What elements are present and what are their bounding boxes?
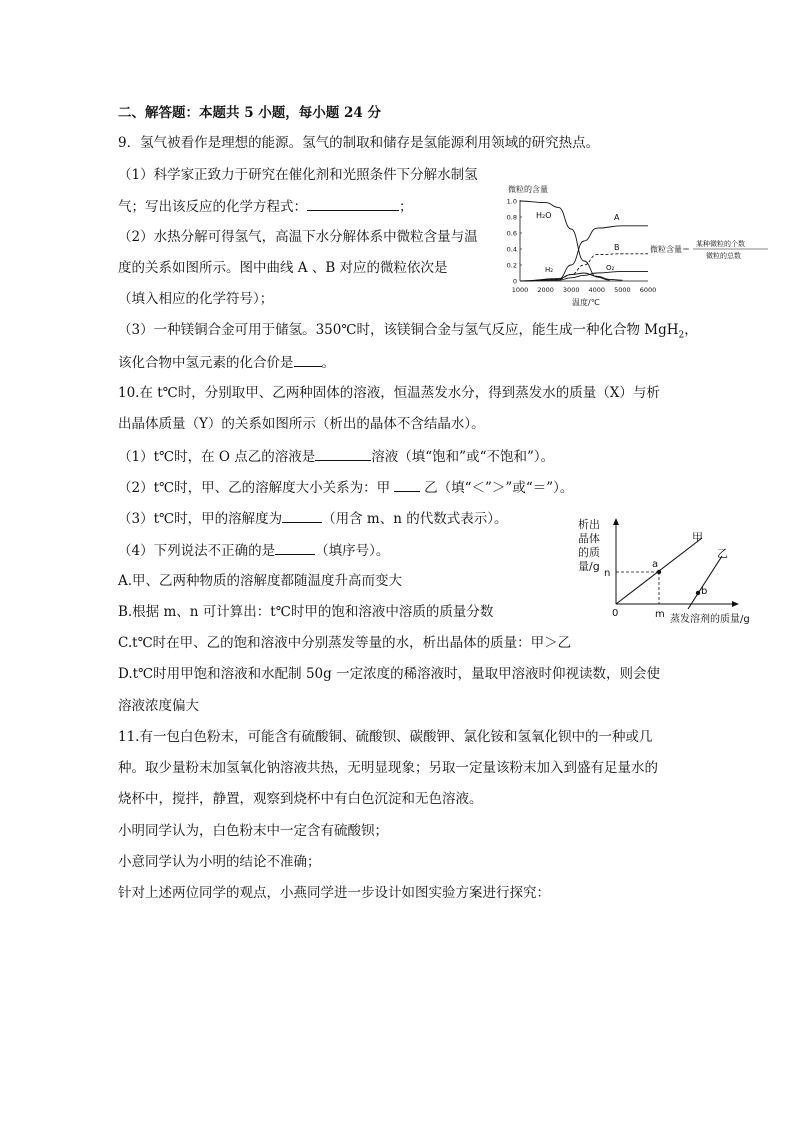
particle-content-chart (500, 180, 780, 310)
chart9-label-h2: H₂ (545, 266, 554, 274)
chart9-xtick: 6000 (639, 286, 657, 294)
q9-part3-line2: 该化合物中氢元素的化合价是 。 (118, 355, 335, 371)
chart9-ytick: 0.2 (506, 261, 517, 270)
q10-option-d-line1: D.t℃时用甲饱和溶液和水配制 50g 一定浓度的稀溶液时，量取甲溶液时仰视读数，则会使 (118, 666, 661, 682)
q10-part4: （4）下列说法不正确的是 （填序号）。 (118, 543, 390, 559)
chart9-series-line (520, 254, 648, 281)
q10-part2: （2）t℃时，甲、乙的溶解度大小关系为：甲 乙（填“＜”＞”或“＝”）。 (118, 480, 574, 496)
chart9-label-h2o: H₂O (536, 211, 552, 220)
answer-blank[interactable] (315, 447, 371, 461)
answer-blank[interactable] (394, 478, 420, 492)
chart10-ylabel-4: 量/g (578, 560, 600, 573)
chart10-origin: 0 (612, 608, 619, 619)
answer-blank[interactable] (294, 353, 322, 367)
q9-part1-line1: （1）科学家正致力于研究在催化剂和光照条件下分解水制氢 (118, 167, 478, 183)
q11-line2: 种。取少量粉末加氢氧化钠溶液共热，无明显现象；另取一定量该粉末加入到盛有足量水的 (118, 760, 658, 776)
answer-blank[interactable] (307, 197, 399, 211)
q10-option-c: C.t℃时在甲、乙的饱和溶液中分别蒸发等量的水，析出晶体的质量：甲＞乙 (118, 635, 572, 651)
chart9-ytick: 0.4 (506, 245, 517, 254)
chart9-xlabel: 温度/℃ (572, 298, 600, 307)
q9-part2-line2: 度的关系如图所示。图中曲线 A 、B 对应的微粒依次是 (118, 260, 448, 276)
q10-stem-line2: 出晶体质量（Y）的关系如图所示（析出的晶体不含结晶水）。 (118, 416, 485, 432)
chart9-formula-left: 微粒含量＝ (650, 245, 690, 254)
chart10-n-label: n (604, 568, 611, 579)
q10-part3: （3）t℃时，甲的溶解度为 （用含 m、n 的代数式表示）。 (118, 511, 508, 527)
section-title: 二、解答题：本题共 5 小题，每小题 24 分 (118, 105, 381, 121)
answer-blank[interactable] (275, 541, 315, 555)
chart9-ytick: 1.0 (506, 197, 517, 206)
chart10-m-label: m (655, 609, 665, 620)
q9-part1-line2: 气；写出该反应的化学方程式： ； (118, 199, 413, 215)
chart9-xtick: 3000 (562, 286, 580, 294)
q11-line4: 小明同学认为，白色粉末中一定含有硫酸钡； (118, 823, 388, 839)
q9-part2-line1: （2）水热分解可得氢气，高温下水分解体系中微粒含量与温 (118, 229, 478, 245)
chart9-formula-num: 某种微粒的个数 (696, 240, 745, 248)
chart9-xtick: 5000 (614, 286, 631, 294)
chart9-formula-den: 微粒的总数 (706, 252, 741, 260)
chart10-xlabel: 蒸发溶剂的质量/g (670, 614, 750, 625)
chart9-ylabel: 微粒的含量 (508, 185, 548, 194)
q9-part2-line3: （填入相应的化学符号）； (118, 291, 274, 307)
chart10-ylabel-1: 析出 (578, 518, 600, 531)
chart9-xtick: 4000 (588, 286, 606, 294)
q11-line5: 小意同学认为小明的结论不准确； (118, 854, 321, 870)
chart10-ylabel-2: 晶体 (578, 532, 600, 545)
chart9-ytick: 0.6 (506, 229, 517, 238)
chart10-b-label: b (701, 586, 708, 597)
chart9-series-line (520, 201, 610, 280)
chart9-label-a: A (614, 213, 620, 222)
chart9-ytick: 0 (512, 277, 517, 286)
chart9-label-o2: O₂ (606, 264, 615, 272)
q9-part3-line1: （3）一种镁铜合金可用于储氢。350℃时，该镁铜合金与氢气反应，能生成一种化合物 MgH$_2$， (118, 322, 698, 341)
q9-stem: 9．氢气被看作是理想的能源。氢气的制取和储存是氢能源利用领域的研究热点。 (118, 135, 600, 151)
q11-line1: 11.有一包白色粉末，可能含有硫酸铜、硫酸钡、碳酸钾、氯化铵和氢氧化钡中的一种或几 (118, 729, 653, 745)
crystal-mass-chart (574, 514, 766, 632)
chart10-yi-label: 乙 (717, 547, 728, 560)
chart10-jia-label: 甲 (692, 531, 703, 544)
q11-line6: 针对上述两位同学的观点，小燕同学进一步设计如图实验方案进行探究： (118, 885, 550, 901)
answer-blank[interactable] (282, 509, 322, 523)
chart9-label-b: B (614, 243, 620, 252)
chart9-xtick: 1000 (511, 286, 529, 294)
q11-line3: 烧杯中，搅拌，静置，观察到烧杯中有白色沉淀和无色溶液。 (118, 791, 483, 807)
chart9-ytick: 0.8 (506, 213, 517, 222)
chart9-xtick: 2000 (537, 286, 554, 294)
q10-part1: （1）t℃时，在 O 点乙的溶液是 溶液（填“饱和”或“不饱和”）。 (118, 449, 555, 465)
q10-stem-line1: 10.在 t℃时，分别取甲、乙两种固体的溶液，恒温蒸发水分，得到蒸发水的质量（X）与析 (118, 385, 660, 401)
q10-option-a: A.甲、乙两种物质的溶解度都随温度升高而变大 (118, 573, 403, 589)
q10-option-b: B.根据 m、n 可计算出：t℃时甲的饱和溶液中溶质的质量分数 (118, 604, 494, 620)
chart10-a-label: a (652, 559, 659, 570)
chart10-ylabel-3: 的质 (578, 546, 600, 559)
q10-option-d-line2: 溶液浓度偏大 (118, 698, 199, 714)
